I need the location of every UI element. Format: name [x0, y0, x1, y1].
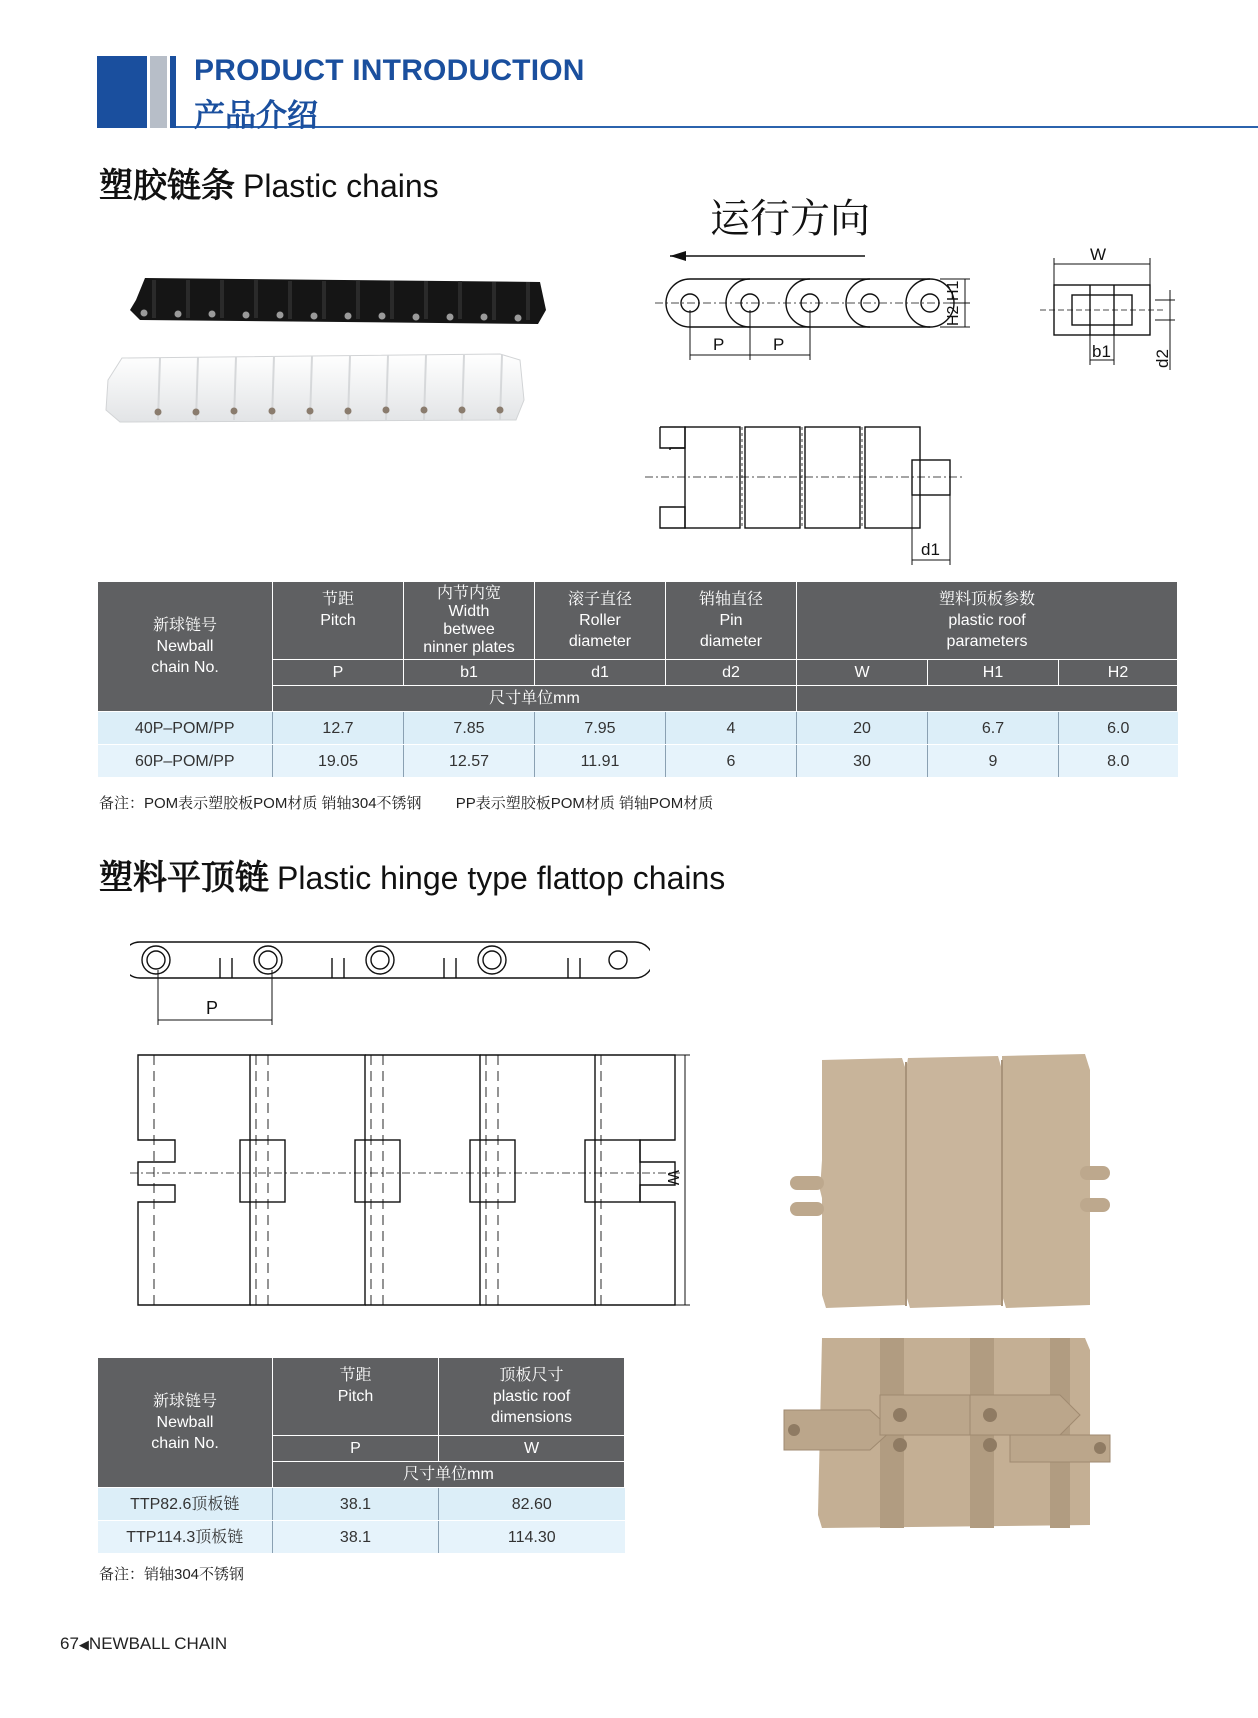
page-footer	[60, 1634, 227, 1654]
cell: 8.0	[1059, 745, 1178, 778]
th-chain-no: 新球链号 Newball chain No.	[98, 582, 273, 712]
chain-side-view-drawing	[640, 180, 980, 390]
section2-title	[99, 850, 725, 899]
cell: 6.7	[928, 712, 1059, 745]
direction-arrow	[670, 251, 865, 261]
dim-w-flattop: W	[664, 1170, 681, 1186]
cell: 20	[797, 712, 928, 745]
flattop-chains-photo	[780, 1050, 1120, 1540]
footer-brand: NEWBALL CHAIN	[88, 1634, 228, 1653]
plastic-chains-photo	[100, 270, 560, 440]
cell: 4	[666, 712, 797, 745]
flattop-top-plates	[138, 1055, 675, 1305]
cell: TTP114.3顶板链	[98, 1521, 273, 1554]
flattop-side-view-drawing	[130, 930, 650, 1030]
header-thin-bar	[170, 56, 176, 128]
cell: 11.91	[535, 745, 666, 778]
th-symbol: d1	[535, 660, 666, 686]
footer-arrow-icon: ◀	[78, 1637, 89, 1652]
table-row	[98, 1521, 625, 1554]
header-title-cn: 产品介绍	[194, 98, 318, 133]
th-chain-no-2: 新球链号 Newball chain No.	[98, 1358, 273, 1488]
th-pin: 销轴直径 Pin diameter	[666, 582, 797, 660]
cell: 38.1	[273, 1488, 439, 1521]
table-row	[98, 745, 1178, 778]
dim-b1: b1	[1092, 342, 1111, 361]
th-width: 内节内宽 Width betwee ninner plates	[404, 582, 535, 660]
th-symbol: P	[273, 660, 404, 686]
th-unit-2: 尺寸单位mm	[273, 1462, 625, 1488]
cell: 12.57	[404, 745, 535, 778]
cell: 38.1	[273, 1521, 439, 1554]
cell: 114.30	[439, 1521, 625, 1554]
section1-title-cn: 塑胶链条	[99, 167, 235, 205]
th-symbol: W	[797, 660, 928, 686]
flattop-side-links	[130, 942, 650, 978]
flattop-chain-top-image	[790, 1054, 1110, 1308]
dim-d2: d2	[1153, 349, 1172, 368]
th-symbol: d2	[666, 660, 797, 686]
th-pitch: 节距 Pitch	[273, 582, 404, 660]
section1-note: 备注：POM表示塑胶板POM材质 销轴304不锈钢 PP表示塑胶板POM材质 销轴POM材质	[99, 795, 714, 812]
page-number: 67	[60, 1634, 79, 1653]
th-symbol: b1	[404, 660, 535, 686]
section2-title-en: Plastic hinge type flattop chains	[277, 860, 726, 896]
plastic-chain-spec-table	[97, 581, 1178, 778]
cell: TTP82.6顶板链	[98, 1488, 273, 1521]
dim-d1: d1	[921, 540, 940, 559]
dim-p-2: P	[773, 335, 785, 354]
th-pitch-2: 节距 Pitch	[273, 1358, 439, 1436]
section2-note: 备注：销轴304不锈钢	[99, 1566, 245, 1583]
section2-title-cn: 塑料平顶链	[99, 859, 269, 897]
black-chain-image	[130, 278, 546, 324]
cell: 40P–POM/PP	[98, 712, 273, 745]
table-row	[98, 712, 1178, 745]
cell: 7.85	[404, 712, 535, 745]
th-unit-blank	[797, 686, 1178, 712]
dim-p-1: P	[713, 335, 725, 354]
header-rule	[176, 126, 1258, 128]
th-plate-dim: 顶板尺寸 plastic roof dimensions	[439, 1358, 625, 1436]
th-symbol: P	[273, 1436, 439, 1462]
th-symbol: W	[439, 1436, 625, 1462]
top-view-plates	[660, 427, 950, 528]
chain-end-view-drawing	[1040, 240, 1190, 380]
th-plate-params: 塑料顶板参数 plastic roof parameters	[797, 582, 1178, 660]
flattop-top-view-drawing	[130, 1050, 690, 1315]
cell: 7.95	[535, 712, 666, 745]
dim-p-flattop: P	[206, 998, 219, 1018]
th-symbol: H2	[1059, 660, 1178, 686]
header-blue-block	[97, 56, 147, 128]
cell: 19.05	[273, 745, 404, 778]
header-grey-block	[150, 56, 167, 128]
cell: 12.7	[273, 712, 404, 745]
direction-label: 运行方向	[710, 197, 870, 241]
cell: 9	[928, 745, 1059, 778]
cell: 6	[666, 745, 797, 778]
section1-title	[99, 158, 439, 207]
table-row	[98, 1488, 625, 1521]
chain-top-view-drawing	[640, 415, 970, 575]
flattop-chain-bottom-image	[784, 1338, 1110, 1528]
th-symbol: H1	[928, 660, 1059, 686]
dim-w: W	[1090, 245, 1107, 264]
cell: 6.0	[1059, 712, 1178, 745]
section1-title-en: Plastic chains	[243, 168, 439, 204]
cell: 30	[797, 745, 928, 778]
pitch-dimension	[690, 310, 810, 360]
th-unit: 尺寸单位mm	[273, 686, 797, 712]
cell: 82.60	[439, 1488, 625, 1521]
header-title-en: PRODUCT INTRODUCTION	[194, 54, 585, 87]
th-roller: 滚子直径 Roller diameter	[535, 582, 666, 660]
dim-h1: H1	[945, 280, 962, 301]
white-chain-image	[106, 354, 524, 422]
dim-h2: H2	[945, 305, 962, 326]
flattop-chain-spec-table	[97, 1357, 625, 1554]
cell: 60P–POM/PP	[98, 745, 273, 778]
